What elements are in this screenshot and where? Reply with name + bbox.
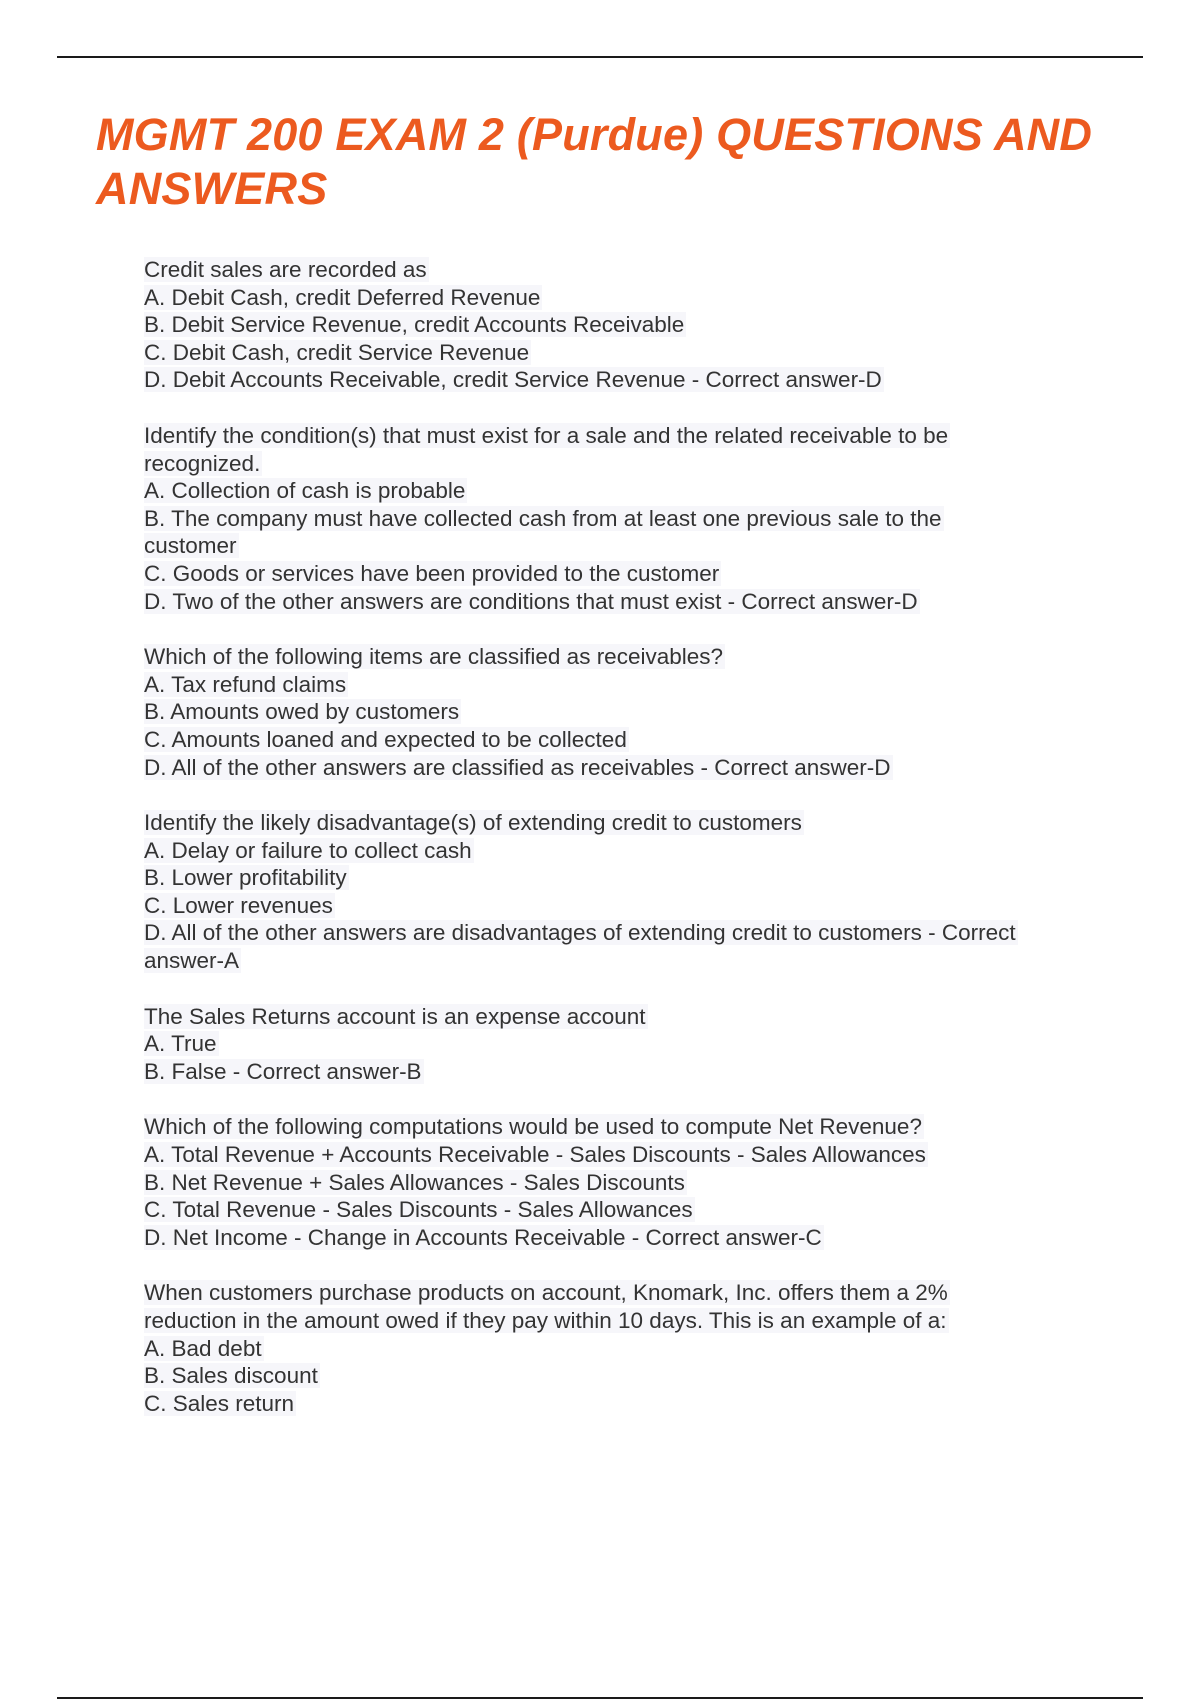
question-block-5 xyxy=(144,1003,1104,1086)
answer-option: D. Debit Accounts Receivable, credit Service Revenue - Correct answer-D xyxy=(144,367,882,393)
question-text: Which of the following items are classified as receivables? xyxy=(144,644,724,670)
questions-list xyxy=(144,256,1104,1445)
answer-option: D. Two of the other answers are conditions that must exist - Correct answer-D xyxy=(144,588,918,614)
question-block-2 xyxy=(144,422,1104,615)
question-text: reduction in the amount owed if they pay within 10 days. This is an example of a: xyxy=(144,1308,947,1333)
answer-option: answer-A xyxy=(144,948,240,974)
answer-option: B. False - Correct answer-B xyxy=(144,1058,422,1084)
question-block-7 xyxy=(144,1279,1104,1417)
answer-option: A. Delay or failure to collect cash xyxy=(144,837,472,863)
answer-option: B. Amounts owed by customers xyxy=(144,699,460,725)
answer-option: B. Sales discount xyxy=(144,1363,318,1389)
answer-option: C. Debit Cash, credit Service Revenue xyxy=(144,339,530,365)
question-block-1 xyxy=(144,256,1104,394)
answer-option: A. Bad debt xyxy=(144,1335,262,1361)
question-text: Identify the condition(s) that must exist for a sale and the related receivable to be xyxy=(144,422,949,448)
answer-option: C. Lower revenues xyxy=(144,892,333,918)
answer-option: C. Total Revenue - Sales Discounts - Sales Allowances xyxy=(144,1197,693,1223)
question-text: recognized. xyxy=(144,450,261,476)
question-text: The Sales Returns account is an expense account xyxy=(144,1003,646,1029)
answer-option: A. Total Revenue + Accounts Receivable - Sales Discounts - Sales Allowances xyxy=(144,1142,926,1168)
document-title: MGMT 200 EXAM 2 (Purdue) QUESTIONS AND ANSWERS xyxy=(96,109,1093,214)
answer-option: A. Tax refund claims xyxy=(144,671,347,697)
answer-option: A. Collection of cash is probable xyxy=(144,478,466,504)
question-block-3 xyxy=(144,643,1104,781)
answer-option: D. Net Income - Change in Accounts Receivable - Correct answer-C xyxy=(144,1224,822,1250)
answer-option: B. The company must have collected cash from at least one previous sale to the xyxy=(144,505,942,531)
answer-option: D. All of the other answers are classified as receivables - Correct answer-D xyxy=(144,754,891,780)
question-text: Identify the likely disadvantage(s) of extending credit to customers xyxy=(144,810,802,836)
answer-option: B. Net Revenue + Sales Allowances - Sales Discounts xyxy=(144,1169,685,1195)
answer-option: C. Sales return xyxy=(144,1390,295,1416)
answer-option: C. Amounts loaned and expected to be collected xyxy=(144,726,627,752)
answer-option: B. Lower profitability xyxy=(144,865,347,891)
answer-option: A. Debit Cash, credit Deferred Revenue xyxy=(144,284,541,310)
question-text: When customers purchase products on account, Knomark, Inc. offers them a 2% xyxy=(144,1280,948,1306)
top-rule xyxy=(57,56,1143,58)
question-block-6 xyxy=(144,1113,1104,1251)
answer-option: A. True xyxy=(144,1031,217,1057)
answer-option: C. Goods or services have been provided to the customer xyxy=(144,560,720,586)
answer-option: B. Debit Service Revenue, credit Accounts Receivable xyxy=(144,312,685,338)
question-text: Credit sales are recorded as xyxy=(144,257,427,282)
bottom-rule xyxy=(57,1697,1143,1699)
answer-option: D. All of the other answers are disadvantages of extending credit to customers - Correct xyxy=(144,920,1016,946)
answer-option: customer xyxy=(144,533,237,559)
question-text: Which of the following computations would be used to compute Net Revenue? xyxy=(144,1114,922,1140)
question-block-4 xyxy=(144,809,1104,975)
